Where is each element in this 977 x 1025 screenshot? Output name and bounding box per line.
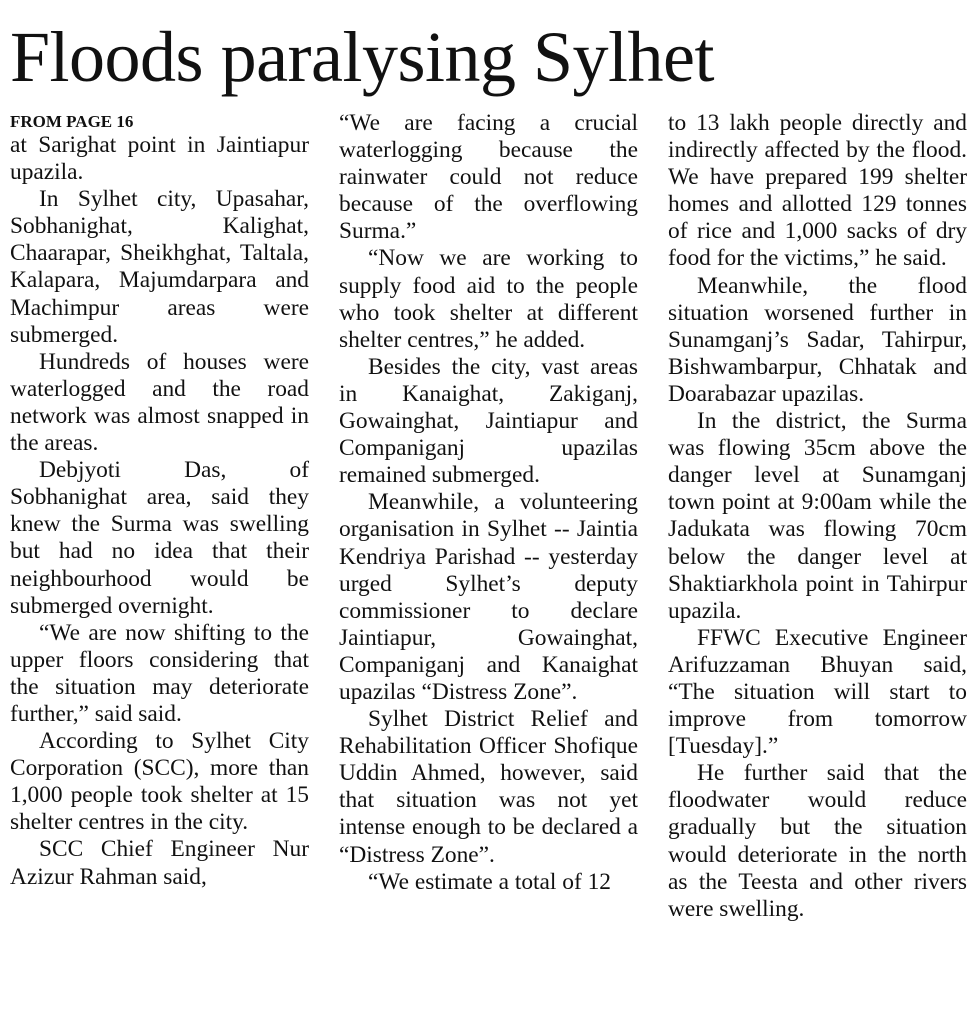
article-column-3 bbox=[668, 110, 967, 923]
paragraph: “Now we are working to supply food aid to the people who took shelter at different shelter centres,” he added. bbox=[339, 245, 638, 353]
paragraph: Meanwhile, the flood situation worsened further in Sunamganj’s Sadar, Tahirpur, Bishwambarpur, Chhatak and Doarabazar upazilas. bbox=[668, 272, 967, 407]
article-column-1 bbox=[10, 110, 309, 891]
headline: Floods paralysing Sylhet bbox=[10, 17, 714, 97]
paragraph: He further said that the floodwater would reduce gradually but the situation would deteriorate in the north as the Teesta and other rivers were swelling. bbox=[668, 760, 967, 922]
continued-from-label: FROM PAGE 16 bbox=[10, 112, 134, 131]
article-column-2 bbox=[339, 110, 638, 896]
paragraph: Debjyoti Das, of Sobhanighat area, said they knew the Surma was swelling but had no idea that their neighbourhood would be submerged overnight. bbox=[10, 457, 309, 619]
paragraph: According to Sylhet City Corporation (SCC), more than 1,000 people took shelter at 15 shelter centres in the city. bbox=[10, 728, 309, 836]
paragraph: SCC Chief Engineer Nur Azizur Rahman said, bbox=[10, 836, 309, 890]
paragraph: Meanwhile, a volunteering organisation in Sylhet -- Jaintia Kendriya Parishad -- yesterday urged Sylhet’s deputy commissioner to declare Jaintiapur, Gowainghat, Companiganj and Kanaighat upazilas “Distress Zone”. bbox=[339, 489, 638, 705]
paragraph: Besides the city, vast areas in Kanaighat, Zakiganj, Gowainghat, Jaintiapur and Companiganj upazilas remained submerged. bbox=[339, 353, 638, 489]
paragraph: to 13 lakh people directly and indirectly affected by the flood. We have prepared 199 shelter homes and allotted 129 tonnes of rice and 1,000 sacks of dry food for the victims,” he said. bbox=[668, 110, 967, 272]
paragraph: at Sarighat point in Jaintiapur upazila. bbox=[10, 132, 309, 186]
paragraph: “We estimate a total of 12 bbox=[368, 868, 611, 895]
paragraph: “We are now shifting to the upper floors considering that the situation may deteriorate further,” said said. bbox=[10, 619, 309, 727]
paragraph: In Sylhet city, Upasahar, Sobhanighat, Kalighat, Chaarapar, Sheikhghat, Taltala, Kalapara, Majumdarpara and Machimpur areas were submerged. bbox=[10, 186, 309, 348]
paragraph: “We are facing a crucial waterlogging because the rainwater could not reduce because of the overflowing Surma.” bbox=[339, 110, 638, 245]
paragraph: Sylhet District Relief and Rehabilitation Officer Shofique Uddin Ahmed, however, said that situation was not yet intense enough to be declared a “Distress Zone”. bbox=[339, 706, 638, 868]
paragraph: In the district, the Surma was flowing 35cm above the danger level at Sunamganj town point at 9:00am while the Jadukata was flowing 70cm below the danger level at Shaktiarkhola point in Tahirpur upazila. bbox=[668, 408, 967, 624]
paragraph: Hundreds of houses were waterlogged and the road network was almost snapped in the areas. bbox=[10, 348, 309, 457]
paragraph: FFWC Executive Engineer Arifuzzaman Bhuyan said, “The situation will start to improve from tomorrow [Tuesday].” bbox=[668, 624, 967, 760]
